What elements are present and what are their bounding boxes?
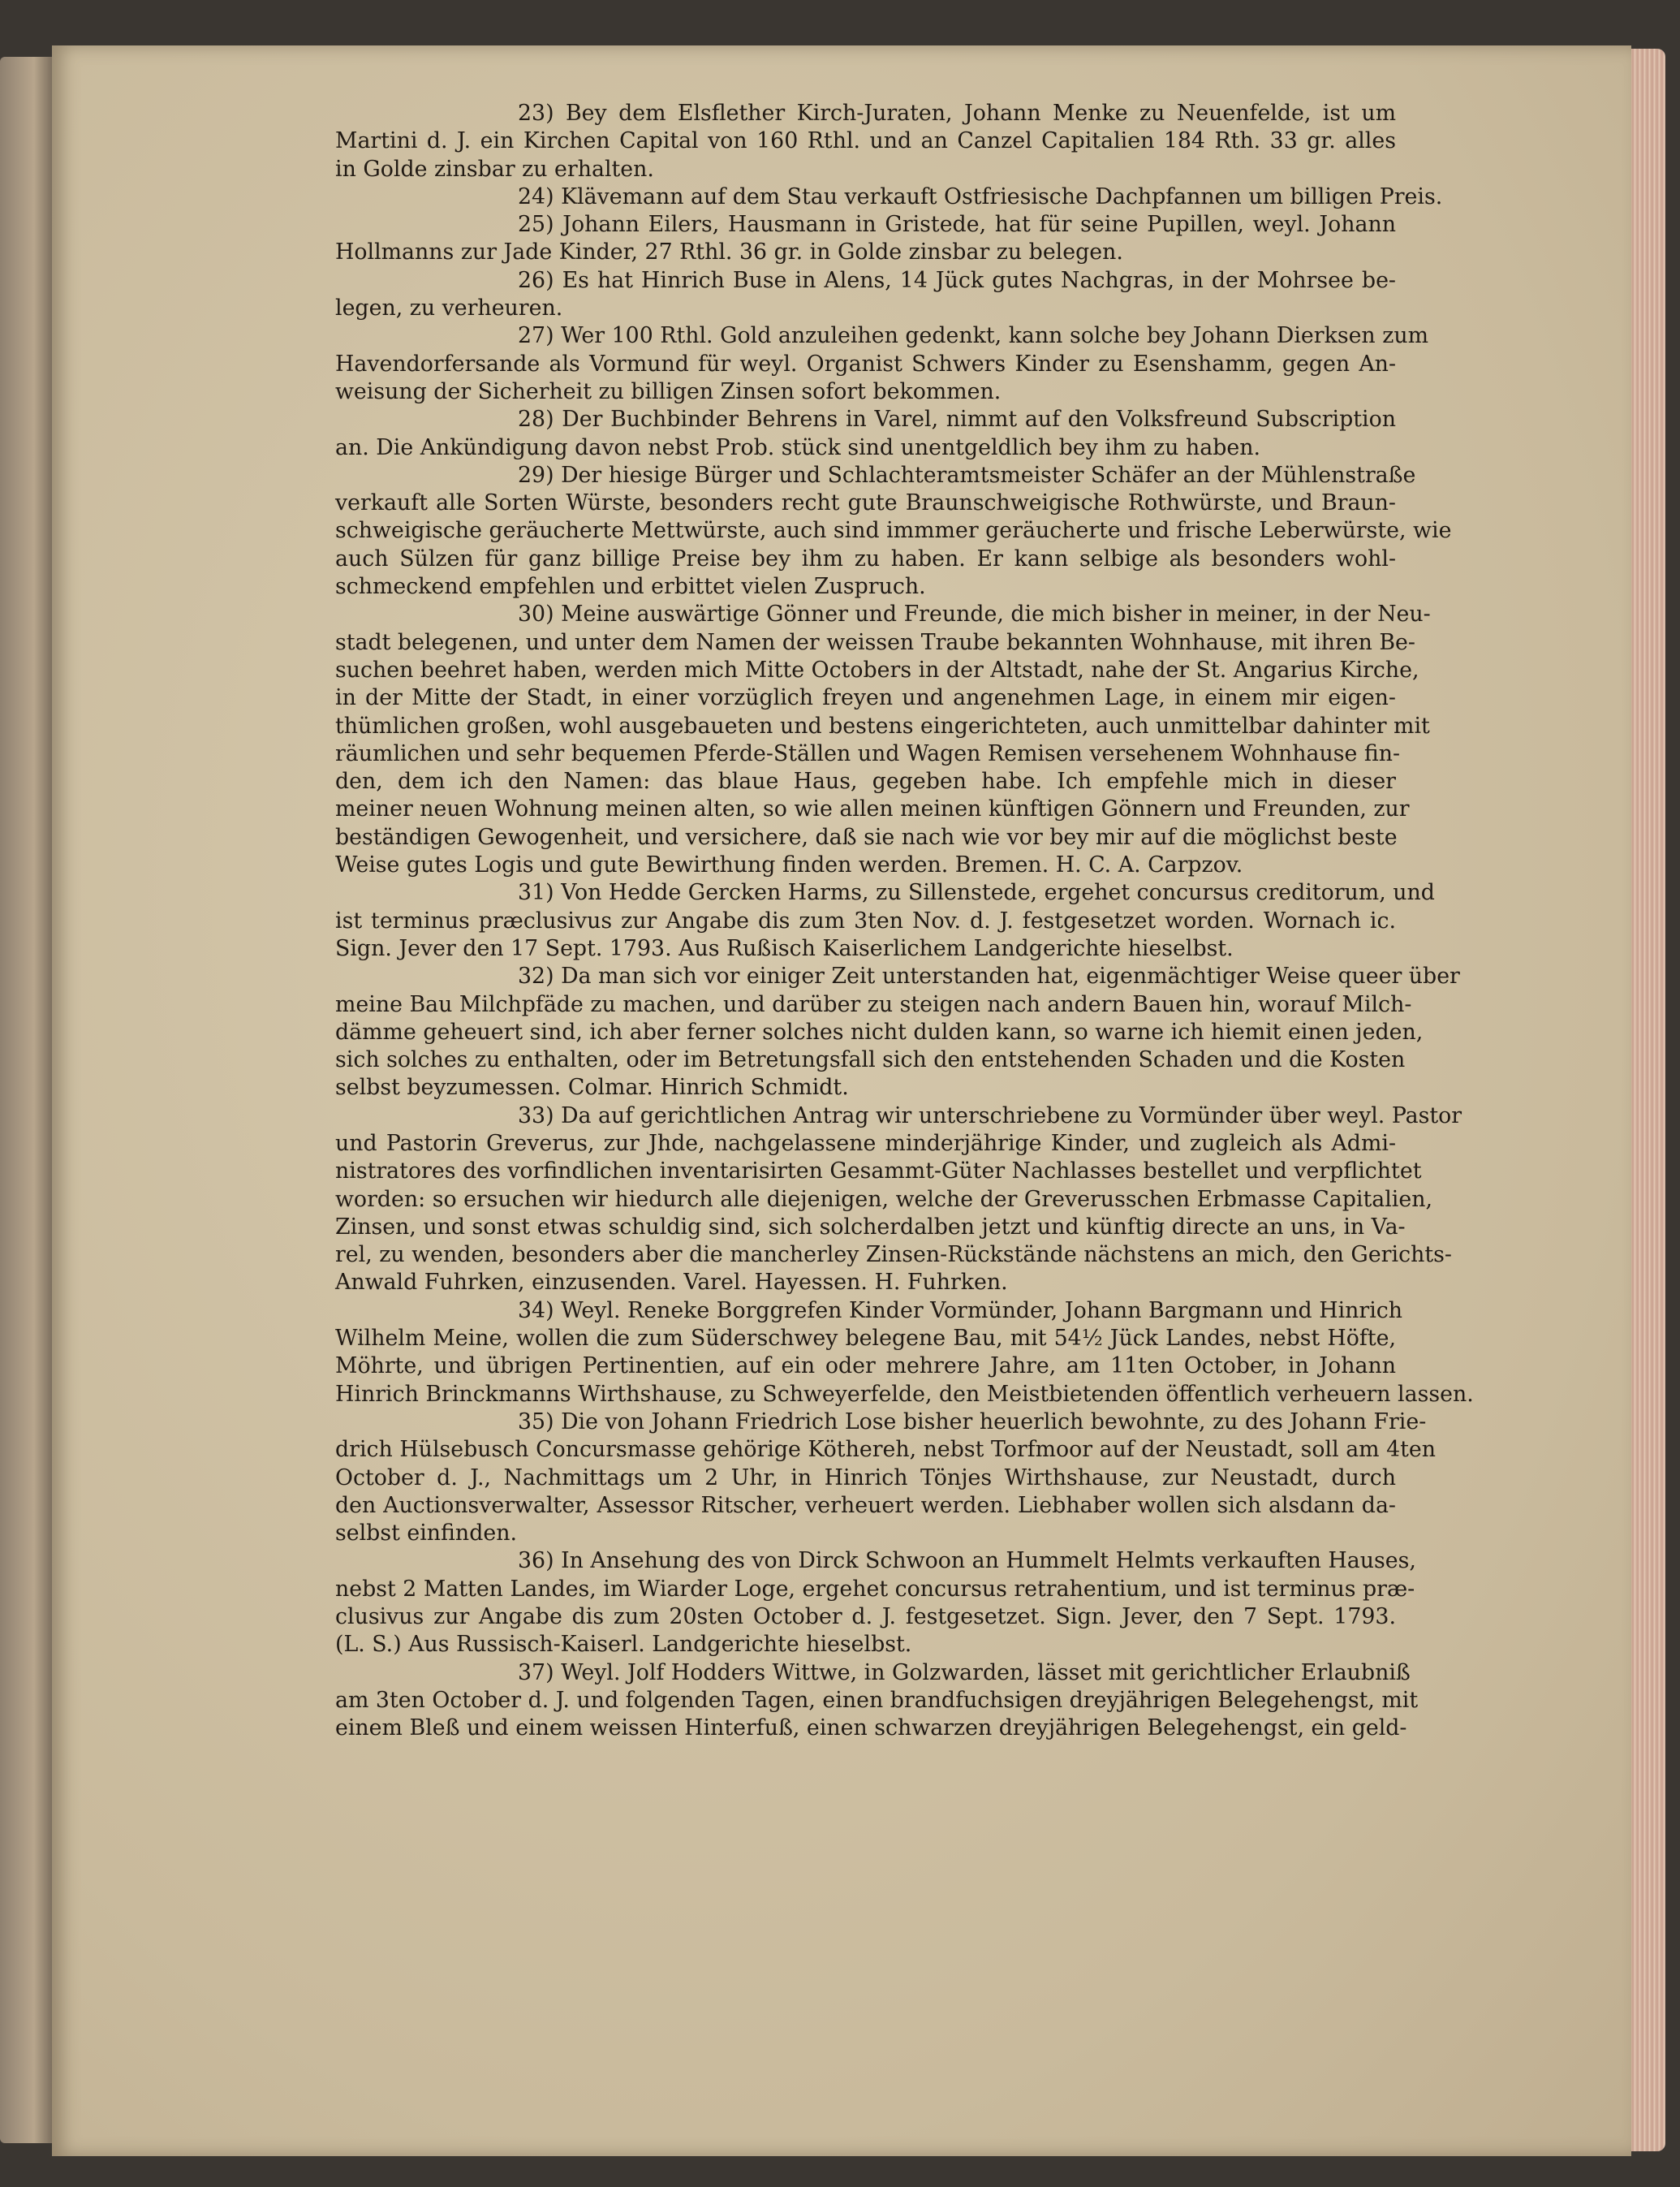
text-line: am 3ten October d. J. und folgenden Tagen, einen brandfuchsigen dreyjährigen Belegehengst, mit	[335, 1687, 1419, 1713]
text-line: auch Sülzen für ganz billige Preise bey ihm zu haben. Er kann selbige als besonders wohl-	[335, 546, 1396, 572]
text-line: selbst einfinden.	[335, 1521, 517, 1546]
text-line: 34) Weyl. Reneke Borggrefen Kinder Vormünder, Johann Bargmann und Hinrich	[518, 1297, 1403, 1323]
text-line: 29) Der hiesige Bürger und Schlachteramtsmeister Schäfer an der Mühlenstraße	[518, 462, 1416, 488]
text-line: 27) Wer 100 Rthl. Gold anzuleihen gedenkt, kann solche bey Johann Dierksen zum	[518, 323, 1428, 349]
text-line: meiner neuen Wohnung meinen alten, so wie allen meinen künftigen Gönnern und Freunden, zur	[335, 796, 1410, 822]
page-text	[153, 100, 1474, 1743]
text-line: beständigen Gewogenheit, und versichere, daß sie nach wie vor bey mir auf die möglichst beste	[335, 824, 1398, 850]
text-line: 24) Klävemann auf dem Stau verkauft Ostfriesische Dachpfannen um billigen Preis.	[518, 183, 1443, 209]
text-line: 35) Die von Johann Friedrich Lose bisher heuerlich bewohnte, zu des Johann Frie-	[518, 1408, 1427, 1434]
notice-entry	[153, 462, 1452, 601]
text-line: 36) In Ansehung des von Dirck Schwoon an Hummelt Helmts verkauften Hauses,	[518, 1548, 1416, 1574]
text-line: legen, zu verheuren.	[335, 295, 563, 321]
text-line: clusivus zur Angabe dis zum 20sten October d. J. festgesetzet. Sign. Jever, den 7 Sept. 1793.	[335, 1604, 1396, 1630]
notice-entry	[153, 963, 1460, 1102]
text-line: einem Bleß und einem weissen Hinterfuß, einen schwarzen dreyjährigen Belegehengst, ein geld-	[335, 1715, 1407, 1741]
text-line: 28) Der Buchbinder Behrens in Varel, nimmt auf den Volksfreund Subscription	[518, 407, 1396, 433]
text-line: in der Mitte der Stadt, in einer vorzüglich freyen und angenehmen Lage, in einem mir eigen-	[335, 685, 1396, 711]
notice-entry	[153, 211, 1396, 267]
text-line: nistratores des vorfindlichen inventarisirten Gesammt-Güter Nachlasses bestellet und verpflichtet	[335, 1158, 1422, 1184]
notice-entry	[153, 406, 1396, 462]
text-line: worden: so ersuchen wir hiedurch alle diejenigen, welche der Greverusschen Erbmasse Capitalien,	[335, 1186, 1432, 1212]
text-line: suchen beehret haben, werden mich Mitte Octobers in der Altstadt, nahe der St. Angarius Kirche,	[335, 657, 1419, 683]
text-line: und Pastorin Greverus, zur Jhde, nachgelassene minderjährige Kinder, und zugleich als Admi-	[335, 1130, 1396, 1156]
text-line: Havendorfersande als Vormund für weyl. Organist Schwers Kinder zu Esenshamm, gegen An-	[335, 351, 1396, 377]
notice-entry	[153, 1102, 1462, 1297]
text-line: an. Die Ankündigung davon nebst Prob. stück sind unentgeldlich bey ihm zu haben.	[335, 434, 1260, 460]
text-line: rel, zu wenden, besonders aber die mancherley Zinsen-Rückstände nächstens an mich, den Gerichts-	[335, 1242, 1452, 1268]
text-line: schmeckend empfehlen und erbittet vielen Zuspruch.	[335, 574, 926, 600]
text-line: verkauft alle Sorten Würste, besonders recht gute Braunschweigische Rothwürste, und Braun-	[335, 490, 1396, 516]
text-line: Sign. Jever den 17 Sept. 1793. Aus Rußisch Kaiserlichem Landgerichte hieselbst.	[335, 935, 1234, 961]
text-line: stadt belegenen, und unter dem Namen der weissen Traube bekannten Wohnhause, mit ihren Be-	[335, 629, 1415, 655]
text-line: nebst 2 Matten Landes, im Wiarder Loge, ergehet concursus retrahentium, und ist terminus præ-	[335, 1576, 1415, 1602]
text-line: Möhrte, und übrigen Pertinentien, auf ein oder mehrere Jahre, am 11ten October, in Johann	[335, 1353, 1396, 1379]
notice-entry	[153, 183, 1443, 211]
left-page-edge	[0, 57, 57, 2143]
text-line: den, dem ich den Namen: das blaue Haus, gegeben habe. Ich empfehle mich in dieser	[335, 769, 1396, 795]
text-line: 26) Es hat Hinrich Buse in Alens, 14 Jück gutes Nachgras, in der Mohrsee be-	[518, 267, 1396, 293]
text-line: Weise gutes Logis und gute Bewirthung finden werden. Bremen. H. C. A. Carpzov.	[335, 852, 1243, 878]
text-line: 31) Von Hedde Gercken Harms, zu Sillenstede, ergehet concursus creditorum, und	[518, 880, 1435, 906]
text-line: sich solches zu enthalten, oder im Betretungsfall sich den entstehenden Schaden und die Kosten	[335, 1047, 1406, 1073]
text-line: October d. J., Nachmittags um 2 Uhr, in Hinrich Tönjes Wirthshause, zur Neustadt, durch	[335, 1464, 1396, 1490]
text-line: 23) Bey dem Elsflether Kirch-Juraten, Johann Menke zu Neuenfelde, ist um	[518, 101, 1396, 126]
text-line: 32) Da man sich vor einiger Zeit unterstanden hat, eigenmächtiger Weise queer über	[518, 964, 1460, 990]
text-line: räumlichen und sehr bequemen Pferde-Ställen und Wagen Remisen versehenem Wohnhause fin-	[335, 740, 1401, 766]
notice-entry	[153, 1659, 1419, 1743]
text-line: thümlichen großen, wohl ausgebaueten und bestens eingerichteten, auch unmittelbar dahinter mit	[335, 713, 1430, 739]
text-line: 30) Meine auswärtige Gönner und Freunde, die mich bisher in meiner, in der Neu-	[518, 602, 1431, 628]
text-line: dämme geheuert sind, ich aber ferner solches nicht dulden kann, so warne ich hiemit einen jeden,	[335, 1019, 1424, 1045]
text-line: in Golde zinsbar zu erhalten.	[335, 156, 654, 182]
text-line: 33) Da auf gerichtlichen Antrag wir unterschriebene zu Vormünder über weyl. Pastor	[518, 1102, 1462, 1128]
text-line: Hinrich Brinckmanns Wirthshause, zu Schweyerfelde, den Meistbietenden öffentlich verheuern lassen.	[335, 1381, 1474, 1407]
notice-entry	[153, 1547, 1416, 1659]
text-line: selbst beyzumessen. Colmar. Hinrich Schmidt.	[335, 1075, 849, 1101]
text-line: Martini d. J. ein Kirchen Capital von 160 Rthl. und an Canzel Capitalien 184 Rth. 33 gr. alles	[335, 128, 1396, 154]
text-line: den Auctionsverwalter, Assessor Ritscher, verheuert werden. Liebhaber wollen sich alsdann da-	[335, 1492, 1396, 1518]
notice-entry	[153, 100, 1396, 183]
notice-entry	[153, 601, 1431, 879]
text-line: schweigische geräucherte Mettwürste, auch sind immmer geräucherte und frische Leberwürste, wie	[335, 518, 1452, 544]
text-line: Hollmanns zur Jade Kinder, 27 Rthl. 36 gr. in Golde zinsbar zu belegen.	[335, 239, 1123, 265]
text-line: 37) Weyl. Jolf Hodders Wittwe, in Golzwarden, lässet mit gerichtlicher Erlaubniß	[518, 1659, 1411, 1685]
notice-entry	[153, 322, 1428, 406]
text-line: ist terminus præclusivus zur Angabe dis zum 3ten Nov. d. J. festgesetzet worden. Wornach ic.	[335, 908, 1396, 934]
text-line: Anwald Fuhrken, einzusenden. Varel. Hayessen. H. Fuhrken.	[335, 1270, 1008, 1296]
text-line: 25) Johann Eilers, Hausmann in Gristede, hat für seine Pupillen, weyl. Johann	[518, 212, 1396, 238]
text-line: meine Bau Milchpfäde zu machen, und darüber zu steigen nach andern Bauen hin, worauf Milch-	[335, 991, 1412, 1017]
text-line: Wilhelm Meine, wollen die zum Süderschwey belegene Bau, mit 54½ Jück Landes, nebst Höfte,	[335, 1326, 1396, 1352]
notice-entry	[153, 1408, 1437, 1547]
text-line: (L. S.) Aus Russisch-Kaiserl. Landgerichte hieselbst.	[335, 1632, 912, 1658]
text-line: weisung der Sicherheit zu billigen Zinsen sofort bekommen.	[335, 378, 1002, 404]
notice-entry	[153, 267, 1396, 323]
notice-entry	[153, 1297, 1474, 1408]
text-line: Zinsen, und sonst etwas schuldig sind, sich solcherdalben jetzt und künftig directe an uns, in Va-	[335, 1214, 1406, 1240]
text-line: drich Hülsebusch Concursmasse gehörige Köthereh, nebst Torfmoor auf der Neustadt, soll am 4ten	[335, 1437, 1437, 1463]
notice-entry	[153, 879, 1435, 963]
